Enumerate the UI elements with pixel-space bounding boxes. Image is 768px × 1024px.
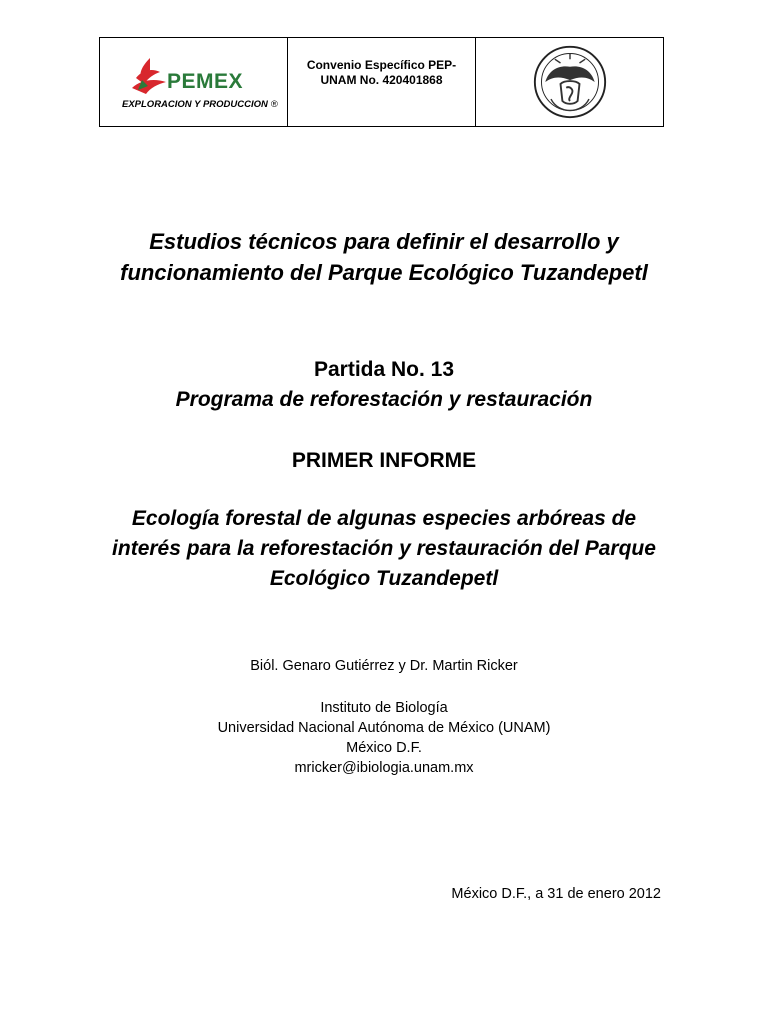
institution-line-2: Universidad Nacional Autónoma de México (UNAM)	[217, 720, 551, 736]
main-title-line-1: Estudios técnicos para definir el desarrollo y	[149, 229, 619, 254]
pemex-subtitle-text: EXPLORACION Y PRODUCCION	[122, 99, 268, 110]
contact-email[interactable]: mricker@ibiologia.unam.mx	[294, 760, 474, 776]
report-subtitle-line-2: interés para la reforestación y restauración del Parque	[112, 537, 656, 560]
partida-heading: Partida No. 13	[313, 358, 455, 381]
pemex-eagle-icon	[128, 56, 172, 98]
pemex-logo-cell	[100, 38, 288, 126]
main-title-line-2: funcionamiento del Parque Ecológico Tuzandepetl	[120, 260, 648, 285]
report-subtitle-line-3: Ecológico Tuzandepetl	[269, 567, 499, 590]
registered-mark: ®	[270, 99, 278, 110]
institution-block	[0, 698, 768, 778]
convenio-line-1: Convenio Específico PEP-	[306, 58, 457, 72]
main-title	[0, 226, 768, 288]
report-subtitle-line-1: Ecología forestal de algunas especies arbóreas de	[131, 507, 637, 530]
document-date: México D.F., a 31 de enero 2012	[451, 886, 661, 902]
convenio-line-2: UNAM No. 420401868	[320, 73, 443, 87]
seal-cell	[476, 38, 663, 126]
unam-seal-icon	[532, 44, 608, 120]
convenio-cell	[288, 38, 476, 126]
pemex-logo	[122, 56, 282, 116]
pemex-subtitle	[122, 99, 278, 110]
programa-heading: Programa de reforestación y restauración	[175, 388, 593, 411]
header-table	[99, 37, 664, 127]
institution-line-1: Instituto de Biología	[320, 700, 448, 716]
convenio-text	[307, 58, 456, 88]
pemex-wordmark: PEMEX	[167, 70, 244, 93]
informe-heading: PRIMER INFORME	[291, 449, 477, 472]
institution-line-3: México D.F.	[346, 740, 422, 756]
report-subtitle	[0, 504, 768, 594]
authors: Biól. Genaro Gutiérrez y Dr. Martin Ricker	[250, 658, 518, 674]
